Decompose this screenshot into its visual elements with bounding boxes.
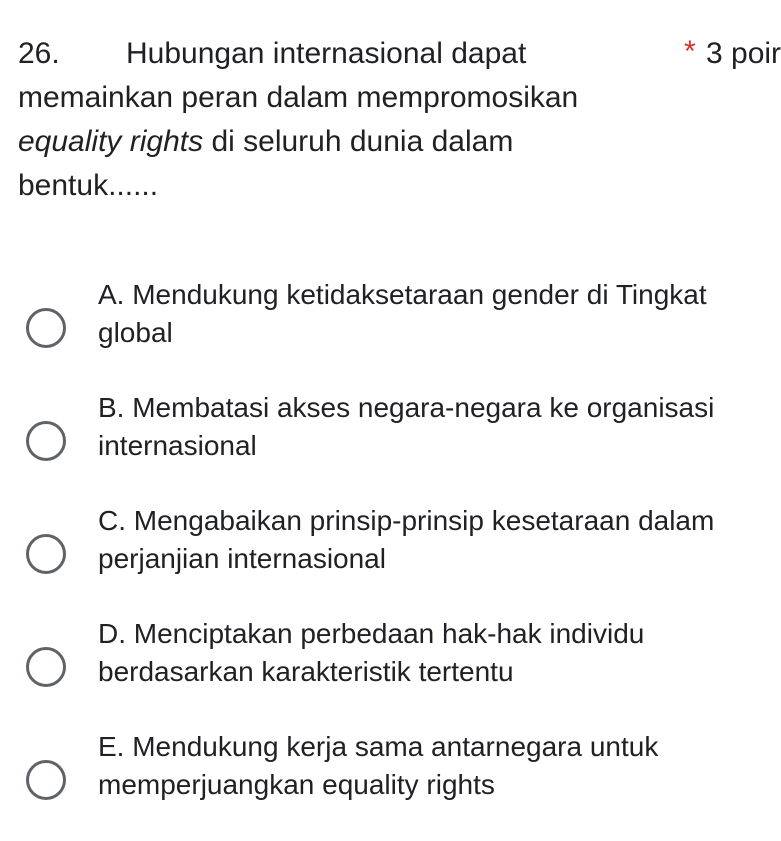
question-block [18, 34, 781, 210]
option-a-label [98, 276, 762, 352]
radio-button-c[interactable] [26, 534, 66, 574]
option-d-label [98, 615, 762, 691]
radio-button-a[interactable] [26, 308, 66, 348]
option-d[interactable] [0, 615, 768, 728]
option-e-line2: memperjuangkan equality rights [98, 769, 495, 800]
question-emphasis: equality rights [18, 125, 204, 158]
question-text-line3-rest: di seluruh dunia dalam [203, 125, 514, 158]
question-text-line4: bentuk...... [18, 169, 159, 202]
question-text-line3 [18, 122, 758, 162]
answer-options [0, 276, 768, 841]
question-text-line2: memainkan peran dalam mempromosikan [18, 81, 579, 114]
option-c-line1: C. Mengabaikan prinsip-prinsip kesetaraan dalam [98, 505, 715, 536]
option-e-label [98, 728, 762, 804]
option-b-line1: B. Membatasi akses negara-negara ke organisasi [98, 392, 715, 423]
required-asterisk: * [684, 35, 696, 68]
question-header [18, 34, 781, 74]
option-c-label [98, 502, 762, 578]
option-a[interactable] [0, 276, 768, 389]
option-d-line1: D. Menciptakan perbedaan hak-hak individu [98, 618, 645, 649]
option-c-line2: perjanjian internasional [98, 543, 386, 574]
option-b-line2: internasional [98, 430, 257, 461]
option-c[interactable] [0, 502, 768, 615]
option-a-line1: A. Mendukung ketidaksetaraan gender di Tingkat [98, 279, 707, 310]
option-b[interactable] [0, 389, 768, 502]
radio-button-d[interactable] [26, 647, 66, 687]
radio-button-e[interactable] [26, 760, 66, 800]
option-a-line2: global [98, 317, 173, 348]
option-e-line1: E. Mendukung kerja sama antarnegara untuk [98, 731, 659, 762]
question-text-line1: Hubungan internasional dapat [126, 37, 527, 70]
radio-button-b[interactable] [26, 421, 66, 461]
option-b-label [98, 389, 762, 465]
option-e[interactable] [0, 728, 768, 841]
question-points: 3 poir [706, 37, 781, 70]
question-number: 26. [18, 37, 60, 70]
option-d-line2: berdasarkan karakteristik tertentu [98, 656, 514, 687]
